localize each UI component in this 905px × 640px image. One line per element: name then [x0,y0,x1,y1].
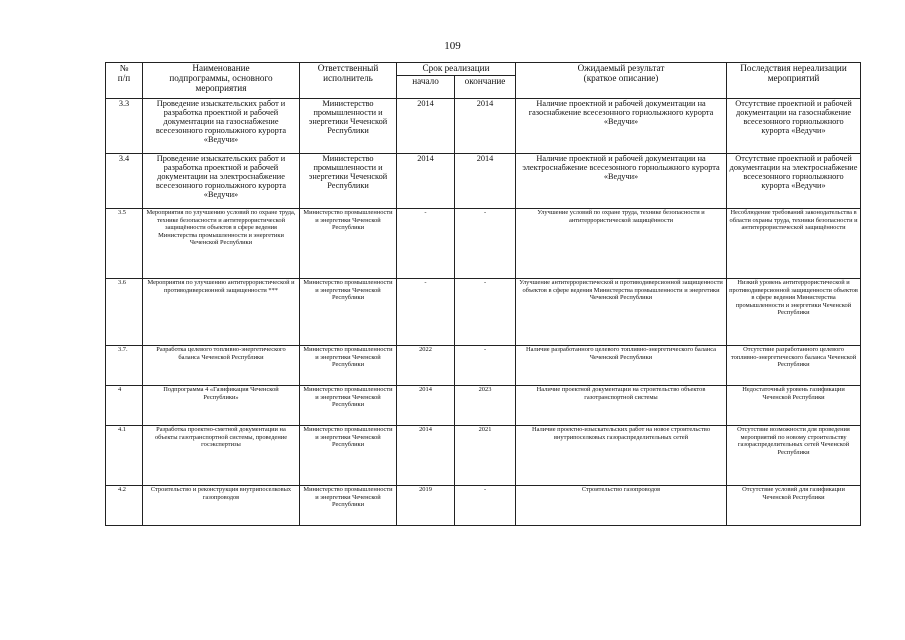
row-start: - [397,209,455,279]
header-end: окончание [455,76,516,99]
row-consequences: Несоблюдение требований законодательства в области охраны труда, техники безопасности и антитеррористической защищённости [727,209,861,279]
row-num: 3.4 [106,154,143,209]
row-consequences: Отсутствие условий для газификации Чеченской Республики [727,486,861,526]
table-row [106,154,861,209]
row-executor: Министерство промышленности и энергетики Чеченской Республики [300,386,397,426]
row-start: 2014 [397,99,455,154]
row-executor: Министерство промышленности и энергетики Чеченской Республики [300,279,397,346]
row-start: 2022 [397,346,455,386]
row-name: Проведение изыскательских работ и разработка проектной и рабочей документации на электроснабжение всесезонного горнолыжного курорта «Ведучи» [143,154,300,209]
row-executor: Министерство промышленности и энергетики Чеченской Республики [300,154,397,209]
row-start: 2014 [397,426,455,486]
row-consequences: Низкий уровень антитеррористической и противодиверсионной защищенности объектов в сфере ведения Министерства промышленности и энергетики Чеченской Республики [727,279,861,346]
row-end: - [455,346,516,386]
table-row [106,346,861,386]
row-result: Наличие проектной и рабочей документации на электроснабжение всесезонного горнолыжного курорта «Ведучи» [516,154,727,209]
row-result: Наличие проектной документации на строительство объектов газотранспортной системы [516,386,727,426]
row-executor: Министерство промышленности и энергетики Чеченской Республики [300,346,397,386]
row-result: Наличие разработанного целевого топливно-энергетического баланса Чеченской Республики [516,346,727,386]
row-name: Подпрограмма 4 «Газификация Чеченской Республики» [143,386,300,426]
row-result: Улучшение условий по охране труда, технике безопасности и антитеррористической защищённости [516,209,727,279]
row-name: Разработка целевого топливно-энергетического баланса Чеченской Республики [143,346,300,386]
row-consequences: Недостаточный уровень газификации Чеченской Республики [727,386,861,426]
header-start: начало [397,76,455,99]
row-end: 2021 [455,426,516,486]
table-row [106,279,861,346]
row-executor: Министерство промышленности и энергетики Чеченской Республики [300,99,397,154]
row-consequences: Отсутствие разработанного целевого топливно-энергетического баланса Чеченской Республики [727,346,861,386]
row-result: Наличие проектно-изыскательских работ на новое строительство внутрипоселковых газораспределительных сетей [516,426,727,486]
row-end: 2023 [455,386,516,426]
row-result: Строительство газопроводов [516,486,727,526]
row-num: 4.1 [106,426,143,486]
row-name: Строительство и реконструкция внутрипоселковых газопроводов [143,486,300,526]
header-executor: Ответственный исполнитель [300,63,397,99]
row-end: - [455,279,516,346]
row-executor: Министерство промышленности и энергетики Чеченской Республики [300,209,397,279]
table-row [106,486,861,526]
row-end: 2014 [455,99,516,154]
header-num: № п/п [106,63,143,99]
table-row [106,386,861,426]
row-num: 3.5 [106,209,143,279]
row-result: Наличие проектной и рабочей документации на газоснабжение всесезонного горнолыжного курорта «Ведучи» [516,99,727,154]
row-start: 2014 [397,154,455,209]
page-number: 109 [444,40,461,52]
header-term: Срок реализации [397,63,516,76]
table-row [106,99,861,154]
row-num: 4.2 [106,486,143,526]
row-start: 2014 [397,386,455,426]
row-consequences: Отсутствие возможности для проведения мероприятий по новому строительству газораспределительных сетей Чеченской Республики [727,426,861,486]
header-consequences: Последствия нереализации мероприятий [727,63,861,99]
row-end: - [455,209,516,279]
row-consequences: Отсутствие проектной и рабочей документации на электроснабжение всесезонного горнолыжного курорта «Ведучи» [727,154,861,209]
row-name: Мероприятия по улучшению антитеррористической и противодиверсионной защищенности *** [143,279,300,346]
row-name: Разработка проектно-сметной документации на объекты газотранспортной системы, проведение госэкспертизы [143,426,300,486]
row-start: 2019 [397,486,455,526]
header-name: Наименование подпрограммы, основного мероприятия [143,63,300,99]
row-num: 3.7. [106,346,143,386]
row-end: - [455,486,516,526]
row-end: 2014 [455,154,516,209]
row-start: - [397,279,455,346]
row-name: Проведение изыскательских работ и разработка проектной и рабочей документации на газоснабжение всесезонного горнолыжного курорта «Ведучи» [143,99,300,154]
row-consequences: Отсутствие проектной и рабочей документации на газоснабжение всесезонного горнолыжного курорта «Ведучи» [727,99,861,154]
row-executor: Министерство промышленности и энергетики Чеченской Республики [300,426,397,486]
table-row [106,426,861,486]
row-result: Улучшение антитеррористической и противодиверсионной защищенности объектов в сфере ведения Министерства промышленности и энергетики Чеченской Республики [516,279,727,346]
measures-table [105,62,861,526]
row-num: 4 [106,386,143,426]
row-executor: Министерство промышленности и энергетики Чеченской Республики [300,486,397,526]
row-num: 3.6 [106,279,143,346]
table-row [106,209,861,279]
header-result: Ожидаемый результат (краткое описание) [516,63,727,99]
row-name: Мероприятия по улучшению условий по охране труда, технике безопасности и антитеррористической защищённости объектов в сфере ведения Министерства промышленности и энергетики Чеченской Республики [143,209,300,279]
row-num: 3.3 [106,99,143,154]
